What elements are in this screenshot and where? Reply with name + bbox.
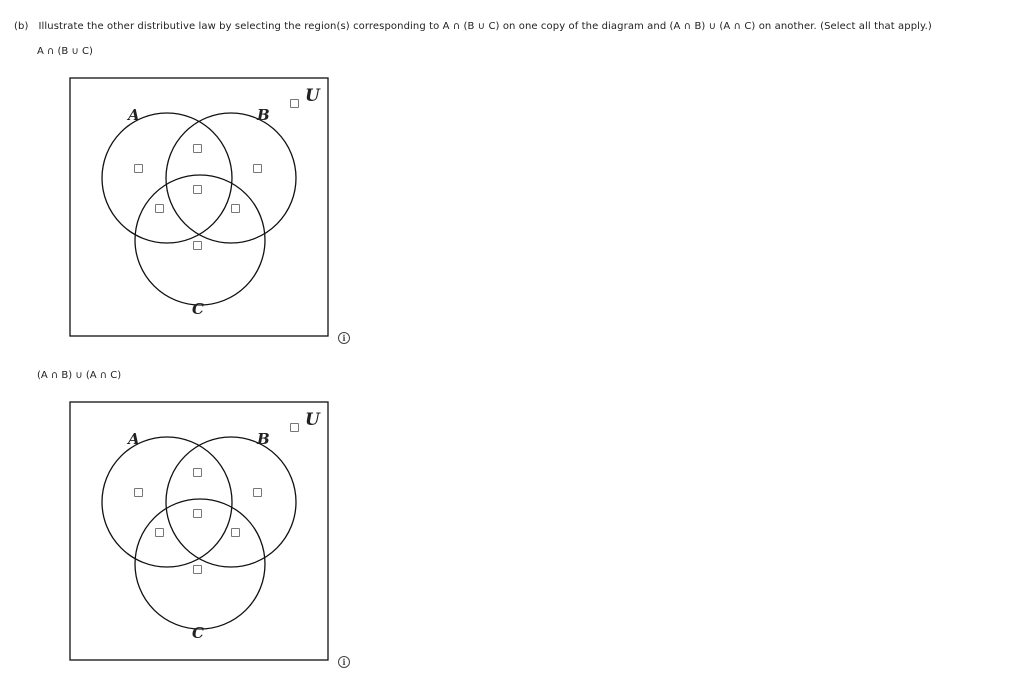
region-checkbox-a-only[interactable]: [134, 164, 143, 173]
question-part-label: (b): [14, 21, 29, 32]
region-checkbox-c-only[interactable]: [193, 565, 202, 574]
region-checkbox-a-and-c[interactable]: [155, 528, 164, 537]
venn-diagram-2: [69, 401, 329, 661]
region-checkbox-b-only[interactable]: [253, 164, 262, 173]
region-checkbox-a-and-b[interactable]: [193, 468, 202, 477]
question-prompt: Illustrate the other distributive law by selecting the region(s) corresponding to A ∩ (B ∪ C) on one copy of the diagram and (A ∩ B) ∪ (A ∩ C) on another. (Select all that apply.): [38, 21, 932, 32]
region-checkbox-a-and-b-and-c[interactable]: [193, 185, 202, 194]
circle-a: [102, 113, 232, 243]
region-checkbox-b-only[interactable]: [253, 488, 262, 497]
region-checkbox-c-only[interactable]: [193, 241, 202, 250]
circle-b-label: B: [257, 106, 270, 124]
question-text: [14, 21, 932, 32]
circle-c: [135, 175, 265, 305]
venn-diagram-1: [69, 77, 329, 337]
circle-c-label: C: [192, 300, 204, 318]
region-checkbox-a-only[interactable]: [134, 488, 143, 497]
set-expression-label-2: (A ∩ B) ∪ (A ∩ C): [37, 370, 122, 381]
region-checkbox-b-and-c[interactable]: [231, 204, 240, 213]
set-expression-label-1: A ∩ (B ∪ C): [37, 46, 93, 57]
venn-diagram-svg-1: [69, 77, 329, 337]
region-checkbox-outside[interactable]: [290, 99, 299, 108]
region-checkbox-a-and-c[interactable]: [155, 204, 164, 213]
circle-c: [135, 499, 265, 629]
circle-b: [166, 437, 296, 567]
region-checkbox-b-and-c[interactable]: [231, 528, 240, 537]
region-checkbox-a-and-b[interactable]: [193, 144, 202, 153]
circle-a: [102, 437, 232, 567]
region-checkbox-outside[interactable]: [290, 423, 299, 432]
circle-a-label: A: [128, 430, 140, 448]
universe-label: U: [305, 86, 320, 106]
circle-c-label: C: [192, 624, 204, 642]
info-icon[interactable]: i: [338, 656, 350, 668]
info-icon[interactable]: i: [338, 332, 350, 344]
circle-b: [166, 113, 296, 243]
circle-b-label: B: [257, 430, 270, 448]
universe-label: U: [305, 410, 320, 430]
circle-a-label: A: [128, 106, 140, 124]
region-checkbox-a-and-b-and-c[interactable]: [193, 509, 202, 518]
venn-diagram-svg-2: [69, 401, 329, 661]
